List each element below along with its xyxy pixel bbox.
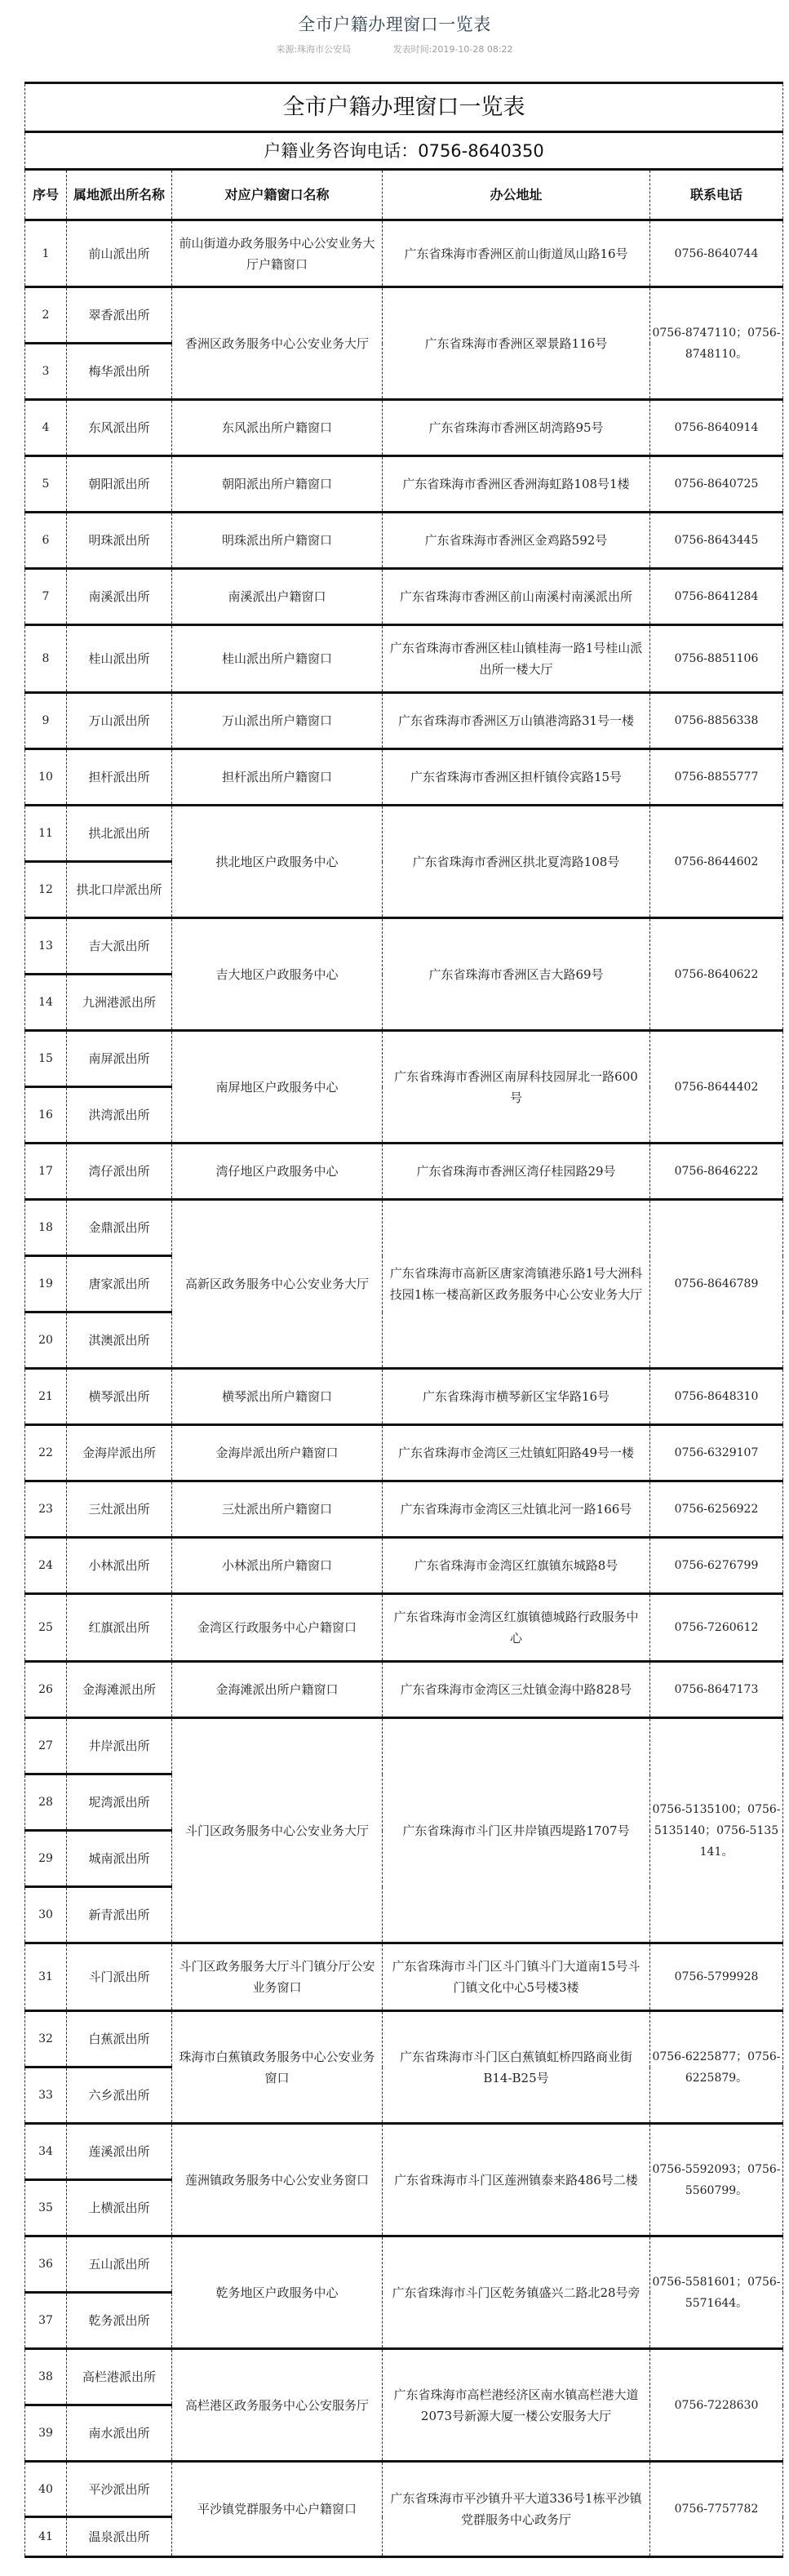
row-number: 34 xyxy=(25,2124,67,2180)
office-address: 广东省珠海市斗门区莲洲镇泰来路486号二楼 xyxy=(383,2124,650,2236)
table-row xyxy=(25,400,783,456)
office-address: 广东省珠海市高栏港经济区南水镇高栏港大道2073号新源大厦一楼公安服务大厅 xyxy=(383,2349,650,2462)
station-name: 拱北派出所 xyxy=(67,806,172,862)
window-name: 南溪派出户籍窗口 xyxy=(172,569,383,625)
table-row xyxy=(25,2462,783,2517)
row-number: 8 xyxy=(25,625,67,693)
row-number: 29 xyxy=(25,1831,67,1887)
table-row xyxy=(25,1425,783,1481)
header-window: 对应户籍窗口名称 xyxy=(172,170,383,220)
office-table xyxy=(24,82,782,2558)
window-name: 前山街道办政务服务中心公安业务大厅户籍窗口 xyxy=(172,220,383,287)
window-name: 吉大地区户政服务中心 xyxy=(172,918,383,1031)
table-row xyxy=(25,1943,783,2011)
office-address: 广东省珠海市斗门区斗门镇斗门大道南15号斗门镇文化中心5号楼3楼 xyxy=(383,1943,650,2011)
row-number: 4 xyxy=(25,400,67,456)
table-row xyxy=(25,625,783,693)
office-address: 广东省珠海市斗门区白蕉镇虹桥四路商业街B14-B25号 xyxy=(383,2011,650,2124)
station-name: 南屏派出所 xyxy=(67,1031,172,1087)
office-address: 广东省珠海市香洲区前山南溪村南溪派出所 xyxy=(383,569,650,625)
contact-phone: 0756-5135100；0756-5135140；0756-5135141。 xyxy=(650,1718,783,1943)
row-number: 37 xyxy=(25,2293,67,2349)
window-name: 金海岸派出所户籍窗口 xyxy=(172,1425,383,1481)
office-address: 广东省珠海市金湾区三灶镇虹阳路49号一楼 xyxy=(383,1425,650,1481)
office-address: 广东省珠海市高新区唐家湾镇港乐路1号大洲科技园1栋一楼高新区政务服务中心公安业务大厅 xyxy=(383,1200,650,1369)
office-address: 广东省珠海市香洲区湾仔桂园路29号 xyxy=(383,1144,650,1200)
station-name: 朝阳派出所 xyxy=(67,456,172,513)
office-address: 广东省珠海市香洲区万山镇港湾路31号一楼 xyxy=(383,693,650,749)
station-name: 金海岸派出所 xyxy=(67,1425,172,1481)
table-row xyxy=(25,287,783,344)
office-address: 广东省珠海市斗门区乾务镇盛兴二路北28号旁 xyxy=(383,2236,650,2349)
contact-phone: 0756-8747110；0756-8748110。 xyxy=(650,287,783,400)
table-row xyxy=(25,749,783,806)
contact-phone: 0756-8647173 xyxy=(650,1662,783,1718)
contact-phone: 0756-8640622 xyxy=(650,918,783,1031)
station-name: 担杆派出所 xyxy=(67,749,172,806)
row-number: 40 xyxy=(25,2462,67,2517)
article-source: 来源:珠海市公安局 xyxy=(276,44,352,55)
contact-phone: 0756-7260612 xyxy=(650,1594,783,1662)
contact-phone: 0756-8643445 xyxy=(650,513,783,569)
window-name: 香洲区政务服务中心公安业务大厅 xyxy=(172,287,383,400)
hotline-row xyxy=(25,132,783,170)
station-name: 湾仔派出所 xyxy=(67,1144,172,1200)
station-name: 前山派出所 xyxy=(67,220,172,287)
office-address: 广东省珠海市香洲区金鸡路592号 xyxy=(383,513,650,569)
row-number: 30 xyxy=(25,1887,67,1943)
sheet-title: 全市户籍办理窗口一览表 xyxy=(25,83,783,132)
station-name: 小林派出所 xyxy=(67,1538,172,1594)
station-name: 唐家派出所 xyxy=(67,1256,172,1312)
table-row xyxy=(25,1144,783,1200)
station-name: 红旗派出所 xyxy=(67,1594,172,1662)
table-row xyxy=(25,918,783,975)
window-name: 湾仔地区户政服务中心 xyxy=(172,1144,383,1200)
table-row xyxy=(25,806,783,862)
page-title: 全市户籍办理窗口一览表 xyxy=(298,15,491,34)
station-name: 东风派出所 xyxy=(67,400,172,456)
station-name: 桂山派出所 xyxy=(67,625,172,693)
contact-phone: 0756-7757782 xyxy=(650,2462,783,2557)
table-row xyxy=(25,1594,783,1662)
table-row xyxy=(25,2011,783,2067)
table-row xyxy=(25,1718,783,1774)
station-name: 翠香派出所 xyxy=(67,287,172,344)
window-name: 小林派出所户籍窗口 xyxy=(172,1538,383,1594)
window-name: 莲洲镇政务服务中心公安业务窗口 xyxy=(172,2124,383,2236)
window-name: 横琴派出所户籍窗口 xyxy=(172,1369,383,1425)
window-name: 南屏地区户政服务中心 xyxy=(172,1031,383,1144)
window-name: 斗门区政务服务大厅斗门镇分厅公安业务窗口 xyxy=(172,1943,383,2011)
window-name: 三灶派出所户籍窗口 xyxy=(172,1481,383,1538)
row-number: 18 xyxy=(25,1200,67,1256)
row-number: 28 xyxy=(25,1774,67,1831)
office-address: 广东省珠海市横琴新区宝华路16号 xyxy=(383,1369,650,1425)
office-address: 广东省珠海市金湾区三灶镇金海中路828号 xyxy=(383,1662,650,1718)
row-number: 38 xyxy=(25,2349,67,2405)
table-row xyxy=(25,2124,783,2180)
station-name: 斗门派出所 xyxy=(67,1943,172,2011)
row-number: 6 xyxy=(25,513,67,569)
row-number: 39 xyxy=(25,2405,67,2462)
station-name: 吉大派出所 xyxy=(67,918,172,975)
station-name: 三灶派出所 xyxy=(67,1481,172,1538)
row-number: 11 xyxy=(25,806,67,862)
article-published-time: 发表时间:2019-10-28 08:22 xyxy=(392,44,513,55)
row-number: 32 xyxy=(25,2011,67,2067)
row-number: 24 xyxy=(25,1538,67,1594)
header-phone: 联系电话 xyxy=(650,170,783,220)
row-number: 35 xyxy=(25,2180,67,2236)
row-number: 31 xyxy=(25,1943,67,2011)
station-name: 金鼎派出所 xyxy=(67,1200,172,1256)
station-name: 明珠派出所 xyxy=(67,513,172,569)
office-address: 广东省珠海市金湾区红旗镇德城路行政服务中心 xyxy=(383,1594,650,1662)
contact-phone: 0756-5592093；0756-5560799。 xyxy=(650,2124,783,2236)
row-number: 21 xyxy=(25,1369,67,1425)
article-meta xyxy=(0,42,789,56)
office-address: 广东省珠海市香洲区翠景路116号 xyxy=(383,287,650,400)
table-row xyxy=(25,1369,783,1425)
window-name: 东风派出所户籍窗口 xyxy=(172,400,383,456)
station-name: 白蕉派出所 xyxy=(67,2011,172,2067)
station-name: 金海滩派出所 xyxy=(67,1662,172,1718)
row-number: 3 xyxy=(25,344,67,400)
contact-phone: 0756-8640914 xyxy=(650,400,783,456)
office-address: 广东省珠海市斗门区井岸镇西堤路1707号 xyxy=(383,1718,650,1943)
station-name: 井岸派出所 xyxy=(67,1718,172,1774)
row-number: 36 xyxy=(25,2236,67,2293)
window-name: 万山派出所户籍窗口 xyxy=(172,693,383,749)
header-address: 办公地址 xyxy=(383,170,650,220)
table-row xyxy=(25,220,783,287)
contact-phone: 0756-6256922 xyxy=(650,1481,783,1538)
row-number: 19 xyxy=(25,1256,67,1312)
office-address: 广东省珠海市香洲区拱北夏湾路108号 xyxy=(383,806,650,918)
station-name: 万山派出所 xyxy=(67,693,172,749)
contact-phone: 0756-8646222 xyxy=(650,1144,783,1200)
office-address: 广东省珠海市香洲区胡湾路95号 xyxy=(383,400,650,456)
contact-phone: 0756-7228630 xyxy=(650,2349,783,2462)
table-row xyxy=(25,1481,783,1538)
window-name: 金湾区行政服务中心户籍窗口 xyxy=(172,1594,383,1662)
contact-phone: 0756-8646789 xyxy=(650,1200,783,1369)
station-name: 乾务派出所 xyxy=(67,2293,172,2349)
table-body xyxy=(25,220,783,2557)
station-name: 莲溪派出所 xyxy=(67,2124,172,2180)
row-number: 7 xyxy=(25,569,67,625)
contact-phone: 0756-8855777 xyxy=(650,749,783,806)
row-number: 16 xyxy=(25,1087,67,1144)
hotline: 户籍业务咨询电话：0756-8640350 xyxy=(25,132,783,170)
station-name: 梅华派出所 xyxy=(67,344,172,400)
contact-phone: 0756-8856338 xyxy=(650,693,783,749)
station-name: 坭湾派出所 xyxy=(67,1774,172,1831)
station-name: 上横派出所 xyxy=(67,2180,172,2236)
header-station: 属地派出所名称 xyxy=(67,170,172,220)
station-name: 南溪派出所 xyxy=(67,569,172,625)
window-name: 高新区政务服务中心公安业务大厅 xyxy=(172,1200,383,1369)
window-name: 斗门区政务服务中心公安业务大厅 xyxy=(172,1718,383,1943)
row-number: 41 xyxy=(25,2517,67,2557)
office-address: 广东省珠海市金湾区三灶镇北河一路166号 xyxy=(383,1481,650,1538)
contact-phone: 0756-8648310 xyxy=(650,1369,783,1425)
window-name: 金海滩派出所户籍窗口 xyxy=(172,1662,383,1718)
table-row xyxy=(25,513,783,569)
contact-phone: 0756-8644402 xyxy=(650,1031,783,1144)
row-number: 5 xyxy=(25,456,67,513)
header-no: 序号 xyxy=(25,170,67,220)
table-row xyxy=(25,2349,783,2405)
station-name: 六乡派出所 xyxy=(67,2067,172,2124)
window-name: 高栏港区政务服务中心公安服务厅 xyxy=(172,2349,383,2462)
sheet-title-row xyxy=(25,83,783,132)
row-number: 13 xyxy=(25,918,67,975)
station-name: 南水派出所 xyxy=(67,2405,172,2462)
row-number: 14 xyxy=(25,975,67,1031)
office-address: 广东省珠海市香洲区前山街道凤山路16号 xyxy=(383,220,650,287)
row-number: 10 xyxy=(25,749,67,806)
table-row xyxy=(25,693,783,749)
station-name: 拱北口岸派出所 xyxy=(67,862,172,918)
office-address: 广东省珠海市香洲区担杆镇伶宾路15号 xyxy=(383,749,650,806)
contact-phone: 0756-8851106 xyxy=(650,625,783,693)
row-number: 1 xyxy=(25,220,67,287)
row-number: 33 xyxy=(25,2067,67,2124)
contact-phone: 0756-6225877；0756-6225879。 xyxy=(650,2011,783,2124)
row-number: 15 xyxy=(25,1031,67,1087)
window-name: 珠海市白蕉镇政务服务中心公安业务窗口 xyxy=(172,2011,383,2124)
table-row xyxy=(25,1662,783,1718)
row-number: 22 xyxy=(25,1425,67,1481)
office-address: 广东省珠海市香洲区吉大路69号 xyxy=(383,918,650,1031)
station-name: 新青派出所 xyxy=(67,1887,172,1943)
window-name: 平沙镇党群服务中心户籍窗口 xyxy=(172,2462,383,2557)
row-number: 2 xyxy=(25,287,67,344)
table-row xyxy=(25,456,783,513)
contact-phone: 0756-8644602 xyxy=(650,806,783,918)
office-address: 广东省珠海市香洲区南屏科技园屏北一路600号 xyxy=(383,1031,650,1144)
station-name: 平沙派出所 xyxy=(67,2462,172,2517)
station-name: 九洲港派出所 xyxy=(67,975,172,1031)
contact-phone: 0756-6276799 xyxy=(650,1538,783,1594)
window-name: 明珠派出所户籍窗口 xyxy=(172,513,383,569)
station-name: 高栏港派出所 xyxy=(67,2349,172,2405)
table-row xyxy=(25,1031,783,1087)
row-number: 23 xyxy=(25,1481,67,1538)
window-name: 朝阳派出所户籍窗口 xyxy=(172,456,383,513)
header-row xyxy=(25,170,783,220)
office-address: 广东省珠海市香洲区桂山镇桂海一路1号桂山派出所一楼大厅 xyxy=(383,625,650,693)
row-number: 9 xyxy=(25,693,67,749)
station-name: 洪湾派出所 xyxy=(67,1087,172,1144)
row-number: 20 xyxy=(25,1312,67,1369)
office-address: 广东省珠海市金湾区红旗镇东城路8号 xyxy=(383,1538,650,1594)
row-number: 25 xyxy=(25,1594,67,1662)
contact-phone: 0756-5581601；0756-5571644。 xyxy=(650,2236,783,2349)
window-name: 乾务地区户政服务中心 xyxy=(172,2236,383,2349)
table-row xyxy=(25,2236,783,2293)
row-number: 27 xyxy=(25,1718,67,1774)
contact-phone: 0756-8641284 xyxy=(650,569,783,625)
station-name: 五山派出所 xyxy=(67,2236,172,2293)
table-row xyxy=(25,569,783,625)
station-name: 横琴派出所 xyxy=(67,1369,172,1425)
station-name: 淇澳派出所 xyxy=(67,1312,172,1369)
table-row xyxy=(25,1200,783,1256)
window-name: 桂山派出所户籍窗口 xyxy=(172,625,383,693)
row-number: 26 xyxy=(25,1662,67,1718)
table-row xyxy=(25,1538,783,1594)
contact-phone: 0756-6329107 xyxy=(650,1425,783,1481)
row-number: 12 xyxy=(25,862,67,918)
office-address: 广东省珠海市平沙镇升平大道336号1栋平沙镇党群服务中心政务厅 xyxy=(383,2462,650,2557)
contact-phone: 0756-8640744 xyxy=(650,220,783,287)
row-number: 17 xyxy=(25,1144,67,1200)
station-name: 温泉派出所 xyxy=(67,2517,172,2557)
office-address: 广东省珠海市香洲区香洲海虹路108号1楼 xyxy=(383,456,650,513)
window-name: 担杆派出所户籍窗口 xyxy=(172,749,383,806)
contact-phone: 0756-8640725 xyxy=(650,456,783,513)
station-name: 城南派出所 xyxy=(67,1831,172,1887)
window-name: 拱北地区户政服务中心 xyxy=(172,806,383,918)
contact-phone: 0756-5799928 xyxy=(650,1943,783,2011)
